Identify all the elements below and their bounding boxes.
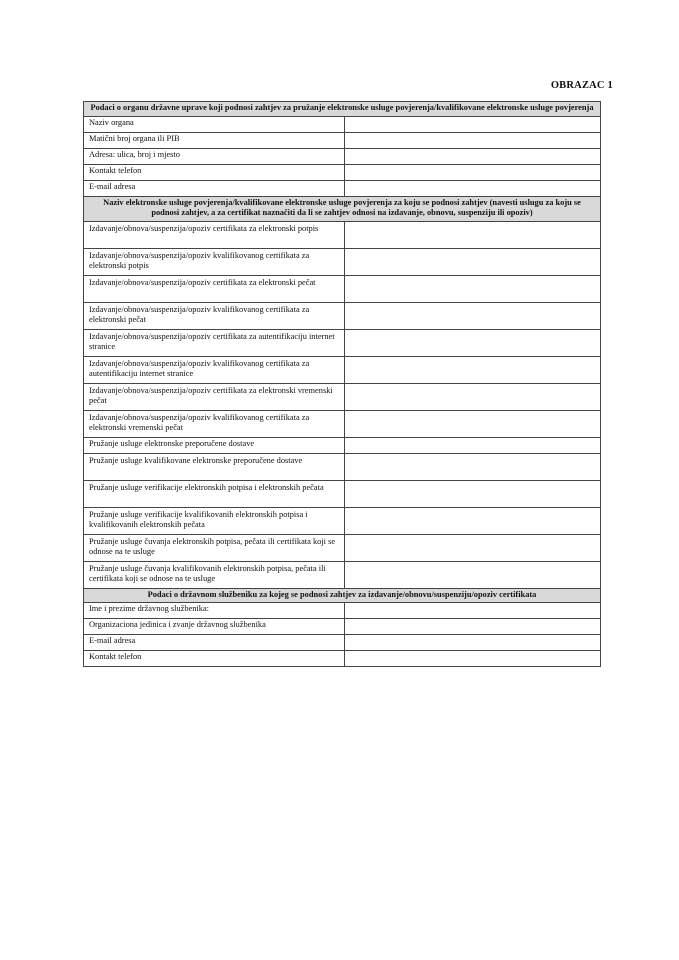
section-header-official [84,588,601,603]
official-email-field[interactable] [345,635,601,651]
field-label: Izdavanje/obnova/suspenzija/opoziv certifikata za autentifikaciju internet stranice [84,329,345,356]
table-row [84,248,601,275]
table-row [84,453,601,480]
table-row [84,507,601,534]
table-row [84,651,601,667]
service-field[interactable] [345,383,601,410]
field-label: Izdavanje/obnova/suspenzija/opoziv kvalifikovanog certifikata za elektronski potpis [84,248,345,275]
service-field[interactable] [345,534,601,561]
form-code: OBRAZAC 1 [550,80,613,91]
field-label: E-mail adresa [84,180,345,196]
address-field[interactable] [345,148,601,164]
table-row [84,534,601,561]
service-field[interactable] [345,248,601,275]
field-label: Izdavanje/obnova/suspenzija/opoziv certifikata za elektronski pečat [84,275,345,302]
service-field[interactable] [345,302,601,329]
service-field[interactable] [345,356,601,383]
field-label: Naziv organa [84,116,345,132]
section-header-service [84,196,601,221]
table-row [84,561,601,588]
table-row [84,619,601,635]
email-field[interactable] [345,180,601,196]
field-label: Matični broj organa ili PIB [84,132,345,148]
service-field[interactable] [345,437,601,453]
field-label: Kontakt telefon [84,164,345,180]
table-row [84,148,601,164]
section-header-organ [84,102,601,117]
table-row [84,180,601,196]
table-row [84,132,601,148]
table-row [84,356,601,383]
table-row [84,480,601,507]
field-label: Pružanje usluge kvalifikovane elektronske preporučene dostave [84,453,345,480]
table-row [84,275,601,302]
field-label: Pružanje usluge čuvanja kvalifikovanih elektronskih potpisa, pečata ili certifikata koji se odnose na te usluge [84,561,345,588]
official-name-field[interactable] [345,603,601,619]
table-row [84,164,601,180]
field-label: Adresa: ulica, broj i mjesto [84,148,345,164]
service-field[interactable] [345,453,601,480]
organ-name-field[interactable] [345,116,601,132]
service-field[interactable] [345,410,601,437]
field-label: Pružanje usluge verifikacije elektronskih potpisa i elektronskih pečata [84,480,345,507]
section-heading: Podaci o organu državne uprave koji podnosi zahtjev za pružanje elektronske usluge povjerenja/kvalifikovane elektronske usluge povjerenja [84,102,601,117]
table-row [84,603,601,619]
field-label: Izdavanje/obnova/suspenzija/opoziv kvalifikovanog certifikata za autentifikaciju internet stranice [84,356,345,383]
service-field[interactable] [345,221,601,248]
field-label: Pružanje usluge elektronske preporučene dostave [84,437,345,453]
field-label: Izdavanje/obnova/suspenzija/opoziv kvalifikovanog certifikata za elektronski vremenski pečat [84,410,345,437]
service-field[interactable] [345,561,601,588]
service-field[interactable] [345,480,601,507]
table-row [84,635,601,651]
service-field[interactable] [345,507,601,534]
table-row [84,221,601,248]
table-row [84,302,601,329]
table-row [84,116,601,132]
phone-field[interactable] [345,164,601,180]
field-label: Organizaciona jedinica i zvanje državnog službenika [84,619,345,635]
service-field[interactable] [345,275,601,302]
organizational-unit-field[interactable] [345,619,601,635]
table-row [84,329,601,356]
table-row [84,437,601,453]
field-label: E-mail adresa [84,635,345,651]
field-label: Kontakt telefon [84,651,345,667]
field-label: Izdavanje/obnova/suspenzija/opoziv certifikata za elektronski potpis [84,221,345,248]
section-heading: Naziv elektronske usluge povjerenja/kvalifikovane elektronske usluge povjerenja za koju se podnosi zahtjev (navesti uslugu za koju se podnosi zahtjev, a za certifikat naznačiti da li se zahtjev odnosi na izdavanje, obnovu, suspenziju ili opoziv) [84,196,601,221]
section-heading: Podaci o državnom službeniku za kojeg se podnosi zahtjev za izdavanje/obnovu/suspenziju/opoziv certifikata [84,588,601,603]
field-label: Pružanje usluge čuvanja elektronskih potpisa, pečata ili certifikata koji se odnose na te usluge [84,534,345,561]
table-row [84,383,601,410]
official-phone-field[interactable] [345,651,601,667]
field-label: Izdavanje/obnova/suspenzija/opoziv certifikata za elektronski vremenski pečat [84,383,345,410]
field-label: Ime i prezime državnog službenika: [84,603,345,619]
service-field[interactable] [345,329,601,356]
field-label: Pružanje usluge verifikacije kvalifikovanih elektronskih potpisa i kvalifikovanih elektronskih pečata [84,507,345,534]
application-form-table [83,101,601,667]
field-label: Izdavanje/obnova/suspenzija/opoziv kvalifikovanog certifikata za elektronski pečat [84,302,345,329]
table-row [84,410,601,437]
registration-number-field[interactable] [345,132,601,148]
